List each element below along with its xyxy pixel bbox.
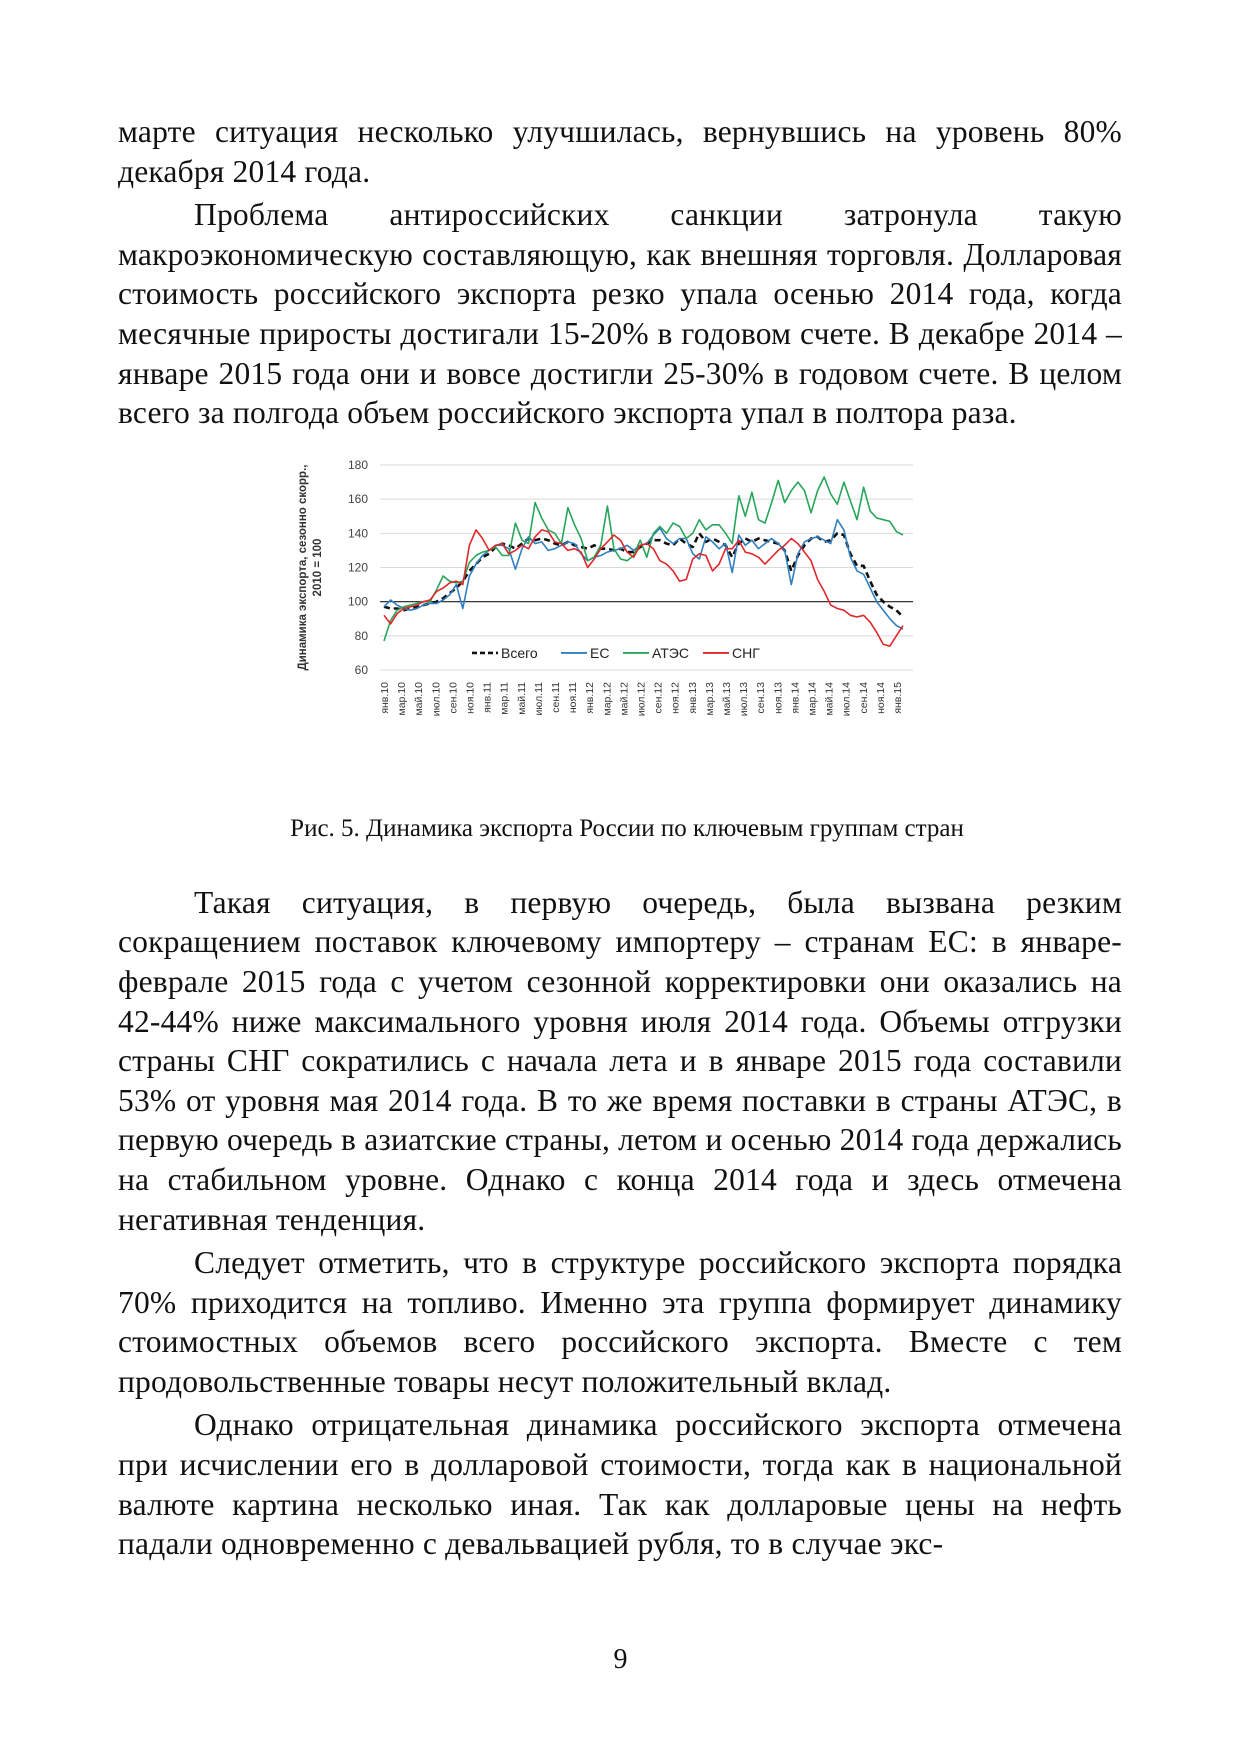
x-tick-label: янв.12 <box>584 681 597 714</box>
y-axis-label: Динамика экспорта, сезонно скорр., <box>297 464 309 671</box>
legend-label: Всего <box>501 644 538 661</box>
x-tick-label: сен.14 <box>857 681 870 714</box>
series-line-ЕС <box>384 519 903 628</box>
x-tick-label: мар.11 <box>498 681 511 715</box>
figure-caption: Рис. 5. Динамика экспорта России по ключевым группам стран <box>290 814 964 842</box>
x-tick-label: сен.11 <box>550 681 562 713</box>
x-tick-label: янв.13 <box>686 681 699 714</box>
x-tick-label: сен.13 <box>755 681 768 714</box>
x-tick-label: янв.14 <box>789 681 802 714</box>
x-tick-label: ноя.11 <box>567 681 580 713</box>
paragraph: Однако отрицательная динамика российского экспорта отмечена при исчислении его в долларовой стоимости, тогда как в национальной валюте картина несколько иная. Так как долларовые цены на нефть падали одновременно с девальвацией рубля, то в случае экс- <box>118 1407 1122 1562</box>
x-tick-label: янв.10 <box>379 681 391 714</box>
x-tick-label: ноя.12 <box>669 681 682 714</box>
x-tick-label: май.14 <box>823 681 836 716</box>
paragraph: Следует отметить, что в структуре российского экспорта порядка 70% приходится на топливо. Именно эта группа формирует динамику стоимостных объемов всего российского экспорта. Вместе с тем продовольственные товары несут положительный вклад. <box>118 1245 1122 1399</box>
legend-label: ЕС <box>590 644 610 661</box>
export-dynamics-chart <box>288 455 928 785</box>
page-body <box>118 112 1122 1568</box>
x-tick-label: янв.15 <box>892 681 904 714</box>
x-tick-label: июл.10 <box>430 681 443 716</box>
y-tick-label: 60 <box>354 662 368 677</box>
x-tick-label: ноя.13 <box>772 681 785 714</box>
x-tick-label: мар.12 <box>601 681 614 716</box>
x-tick-label: июл.11 <box>532 681 545 716</box>
legend-label: АТЭС <box>652 644 689 661</box>
series-line-АТЭС <box>384 477 903 641</box>
x-tick-label: сен.12 <box>652 681 665 714</box>
x-tick-label: ноя.10 <box>464 681 477 714</box>
x-tick-label: июл.12 <box>635 681 648 716</box>
paragraph: Такая ситуация, в первую очередь, была вызвана резким сокращением поставок ключевому импортеру – странам ЕС: в январе-феврале 2015 года с учетом сезонной корректировки они оказались на 42-44% ниже максимального уровня июля 2014 года. Объемы отгрузки страны СНГ сократились с начала лета и в январе 2015 года составили 53% от уровня мая 2014 года. В то же время поставки в страны АТЭС, в первую очередь в азиатские страны, летом и осенью 2014 года держались на стабильном уровне. Однако с конца 2014 года и здесь отмечена негативная тенденция. <box>118 884 1122 1237</box>
paragraph: марте ситуация несколько улучшилась, вернувшись на уровень 80% декабря 2014 года. <box>118 114 1122 189</box>
paragraph: Проблема антироссийских санкции затронула такую макроэкономическую составляющую, как внешняя торговля. Долларовая стоимость российского экспорта резко упала осенью 2014 года, когда месячные приросты достигали 15-20% в годовом счете. В декабре 2014 – январе 2015 года они и вовсе достигли 25-30% в годовом счете. В целом всего за полгода объем российского экспорта упал в полтора раза. <box>118 197 1122 431</box>
y-tick-label: 140 <box>347 526 368 541</box>
x-tick-label: июл.13 <box>738 681 751 716</box>
y-tick-label: 160 <box>347 491 368 506</box>
x-tick-label: сен.10 <box>447 681 460 714</box>
x-tick-label: мар.13 <box>703 681 716 716</box>
x-tick-label: май.10 <box>413 681 426 716</box>
legend-label: СНГ <box>732 644 760 661</box>
x-tick-label: мар.14 <box>806 681 819 716</box>
y-tick-label: 80 <box>354 628 368 643</box>
y-axis-label: 2010 = 100 <box>312 538 324 597</box>
x-tick-label: ноя.14 <box>874 681 887 714</box>
x-tick-label: май.11 <box>515 681 528 715</box>
x-tick-label: янв.11 <box>481 681 494 713</box>
x-tick-label: май.12 <box>618 681 631 716</box>
x-tick-label: июл.14 <box>840 681 853 716</box>
x-tick-label: мар.10 <box>396 681 409 716</box>
figure <box>118 455 1122 815</box>
x-tick-label: май.13 <box>721 681 733 716</box>
y-tick-label: 120 <box>347 560 368 575</box>
y-tick-label: 100 <box>347 594 368 609</box>
y-tick-label: 180 <box>347 457 368 472</box>
page-number: 9 <box>613 1644 628 1675</box>
